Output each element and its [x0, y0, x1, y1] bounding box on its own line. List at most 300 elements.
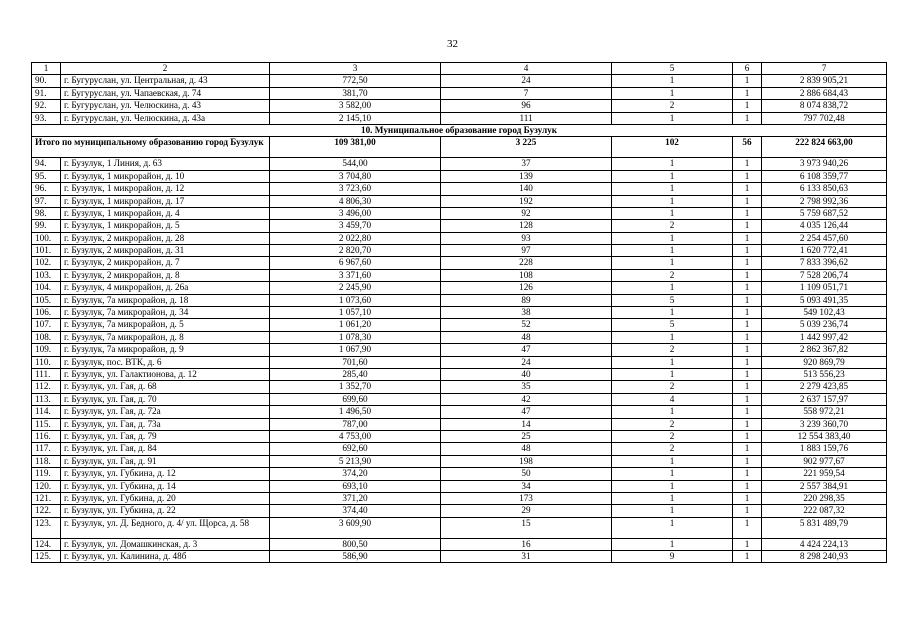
count-cell: 2 — [612, 269, 733, 281]
area-cell: 3 459,70 — [270, 220, 441, 232]
table-row — [32, 551, 887, 563]
count-cell: 1 — [612, 87, 733, 99]
row-number-cell: 99. — [32, 220, 61, 232]
count-cell: 1 — [612, 480, 733, 492]
cost-cell: 4 424 224,13 — [762, 538, 887, 550]
table-row — [32, 393, 887, 405]
row-number-cell: 95. — [32, 170, 61, 182]
register-table — [31, 62, 887, 563]
area-cell: 1 057,10 — [270, 307, 441, 319]
residents-cell: 128 — [441, 220, 612, 232]
residents-cell: 93 — [441, 232, 612, 244]
cost-cell: 222 087,32 — [762, 505, 887, 517]
table-row — [32, 468, 887, 480]
address-cell: г. Бузулук, ул. Гая, д. 73а — [61, 418, 270, 430]
table-row — [32, 232, 887, 244]
cost-cell: 2 557 384,91 — [762, 480, 887, 492]
residents-cell: 97 — [441, 245, 612, 257]
flag-cell: 1 — [733, 480, 762, 492]
row-number-cell: 122. — [32, 505, 61, 517]
row-number-cell: 121. — [32, 492, 61, 504]
residents-cell: 92 — [441, 207, 612, 219]
count-cell: 4 — [612, 393, 733, 405]
cost-cell: 2 279 423,85 — [762, 381, 887, 393]
area-cell: 1 073,60 — [270, 294, 441, 306]
cost-cell: 3 239 360,70 — [762, 418, 887, 430]
row-number-cell: 91. — [32, 87, 61, 99]
cost-cell: 7 833 396,62 — [762, 257, 887, 269]
address-cell: г. Бузулук, 7а микрорайон, д. 34 — [61, 307, 270, 319]
cost-cell: 5 831 489,79 — [762, 517, 887, 538]
flag-cell: 1 — [733, 492, 762, 504]
cost-cell: 8 298 240,93 — [762, 551, 887, 563]
table-row — [32, 282, 887, 294]
count-cell: 1 — [612, 183, 733, 195]
flag-cell: 1 — [733, 418, 762, 430]
residents-cell: 14 — [441, 418, 612, 430]
row-number-cell: 120. — [32, 480, 61, 492]
table-row — [32, 100, 887, 112]
row-number-cell: 116. — [32, 430, 61, 442]
count-cell: 1 — [612, 356, 733, 368]
cost-cell: 7 528 206,74 — [762, 269, 887, 281]
residents-cell: 25 — [441, 430, 612, 442]
residents-cell: 126 — [441, 282, 612, 294]
table-row — [32, 87, 887, 99]
cost-cell: 549 102,43 — [762, 307, 887, 319]
column-header: 2 — [61, 63, 270, 75]
total-area: 109 381,00 — [270, 137, 441, 158]
area-cell: 4 753,00 — [270, 430, 441, 442]
count-cell: 2 — [612, 430, 733, 442]
residents-cell: 192 — [441, 195, 612, 207]
area-cell: 800,50 — [270, 538, 441, 550]
table-row — [32, 517, 887, 538]
table-row — [32, 307, 887, 319]
count-cell: 1 — [612, 282, 733, 294]
address-cell: г. Бузулук, ул. Гая, д. 72а — [61, 406, 270, 418]
residents-cell: 228 — [441, 257, 612, 269]
count-cell: 2 — [612, 443, 733, 455]
row-number-cell: 115. — [32, 418, 61, 430]
table-row — [32, 245, 887, 257]
address-cell: г. Бузулук, 2 микрорайон, д. 7 — [61, 257, 270, 269]
row-number-cell: 117. — [32, 443, 61, 455]
row-number-cell: 114. — [32, 406, 61, 418]
flag-cell: 1 — [733, 220, 762, 232]
cost-cell: 2 862 367,82 — [762, 344, 887, 356]
cost-cell: 920 869,79 — [762, 356, 887, 368]
area-cell: 5 213,90 — [270, 455, 441, 467]
area-cell: 3 704,80 — [270, 170, 441, 182]
count-cell: 2 — [612, 100, 733, 112]
area-cell: 692,60 — [270, 443, 441, 455]
row-number-cell: 100. — [32, 232, 61, 244]
table-row — [32, 480, 887, 492]
cost-cell: 4 035 126,44 — [762, 220, 887, 232]
flag-cell: 1 — [733, 368, 762, 380]
area-cell: 4 806,30 — [270, 195, 441, 207]
column-header: 6 — [733, 63, 762, 75]
residents-cell: 16 — [441, 538, 612, 550]
cost-cell: 2 839 905,21 — [762, 75, 887, 87]
area-cell: 699,60 — [270, 393, 441, 405]
cost-cell: 2 798 992,36 — [762, 195, 887, 207]
cost-cell: 558 972,21 — [762, 406, 887, 418]
row-number-cell: 110. — [32, 356, 61, 368]
table-row — [32, 294, 887, 306]
flag-cell: 1 — [733, 538, 762, 550]
area-cell: 3 371,60 — [270, 269, 441, 281]
residents-cell: 34 — [441, 480, 612, 492]
residents-cell: 47 — [441, 406, 612, 418]
address-cell: г. Бузулук, 4 микрорайон, д. 26а — [61, 282, 270, 294]
table-row — [32, 170, 887, 182]
area-cell: 371,20 — [270, 492, 441, 504]
row-number-cell: 118. — [32, 455, 61, 467]
address-cell: г. Бузулук, 1 микрорайон, д. 17 — [61, 195, 270, 207]
cost-cell: 2 254 457,60 — [762, 232, 887, 244]
count-cell: 1 — [612, 257, 733, 269]
row-number-cell: 102. — [32, 257, 61, 269]
area-cell: 586,90 — [270, 551, 441, 563]
address-cell: г. Бузулук, 7а микрорайон, д. 18 — [61, 294, 270, 306]
flag-cell: 1 — [733, 158, 762, 170]
count-cell: 1 — [612, 75, 733, 87]
column-header: 5 — [612, 63, 733, 75]
table-row — [32, 220, 887, 232]
table-row — [32, 75, 887, 87]
area-cell: 1 067,90 — [270, 344, 441, 356]
total-c6: 56 — [733, 137, 762, 158]
page-number: 32 — [447, 38, 458, 50]
flag-cell: 1 — [733, 430, 762, 442]
count-cell: 1 — [612, 505, 733, 517]
column-number-row — [32, 63, 887, 75]
residents-cell: 50 — [441, 468, 612, 480]
flag-cell: 1 — [733, 245, 762, 257]
table-row — [32, 319, 887, 331]
row-number-cell: 92. — [32, 100, 61, 112]
residents-cell: 48 — [441, 443, 612, 455]
row-number-cell: 96. — [32, 183, 61, 195]
count-cell: 1 — [612, 245, 733, 257]
residents-cell: 37 — [441, 158, 612, 170]
residents-cell: 38 — [441, 307, 612, 319]
residents-cell: 139 — [441, 170, 612, 182]
table-row — [32, 368, 887, 380]
table-row — [32, 112, 887, 124]
area-cell: 2 145,10 — [270, 112, 441, 124]
flag-cell: 1 — [733, 87, 762, 99]
address-cell: г. Бузулук, ул. Галактионова, д. 12 — [61, 368, 270, 380]
area-cell: 285,40 — [270, 368, 441, 380]
residents-cell: 48 — [441, 331, 612, 343]
address-cell: г. Бузулук, 1 микрорайон, д. 10 — [61, 170, 270, 182]
residents-cell: 140 — [441, 183, 612, 195]
address-cell: г. Бугуруслан, ул. Центральная, д. 43 — [61, 75, 270, 87]
cost-cell: 5 759 687,52 — [762, 207, 887, 219]
flag-cell: 1 — [733, 455, 762, 467]
address-cell: г. Бузулук, 7а микрорайон, д. 9 — [61, 344, 270, 356]
cost-cell: 5 039 236,74 — [762, 319, 887, 331]
table-row — [32, 356, 887, 368]
address-cell: г. Бузулук, ул. Губкина, д. 20 — [61, 492, 270, 504]
row-number-cell: 106. — [32, 307, 61, 319]
area-cell: 381,70 — [270, 87, 441, 99]
row-number-cell: 112. — [32, 381, 61, 393]
table-row — [32, 538, 887, 550]
row-number-cell: 103. — [32, 269, 61, 281]
flag-cell: 1 — [733, 257, 762, 269]
residents-cell: 89 — [441, 294, 612, 306]
flag-cell: 1 — [733, 551, 762, 563]
address-cell: г. Бузулук, 1 микрорайон, д. 12 — [61, 183, 270, 195]
cost-cell: 1 109 051,71 — [762, 282, 887, 294]
table-row — [32, 455, 887, 467]
residents-cell: 15 — [441, 517, 612, 538]
address-cell: г. Бузулук, 7а микрорайон, д. 8 — [61, 331, 270, 343]
address-cell: г. Бузулук, ул. Гая, д. 79 — [61, 430, 270, 442]
flag-cell: 1 — [733, 170, 762, 182]
flag-cell: 1 — [733, 195, 762, 207]
flag-cell: 1 — [733, 75, 762, 87]
cost-cell: 12 554 383,40 — [762, 430, 887, 442]
row-number-cell: 113. — [32, 393, 61, 405]
area-cell: 3 582,00 — [270, 100, 441, 112]
row-number-cell: 124. — [32, 538, 61, 550]
flag-cell: 1 — [733, 100, 762, 112]
address-cell: г. Бузулук, ул. Гая, д. 91 — [61, 455, 270, 467]
row-number-cell: 90. — [32, 75, 61, 87]
area-cell: 2 245,90 — [270, 282, 441, 294]
address-cell: г. Бузулук, 1 микрорайон, д. 5 — [61, 220, 270, 232]
address-cell: г. Бузулук, 2 микрорайон, д. 8 — [61, 269, 270, 281]
residents-cell: 173 — [441, 492, 612, 504]
residents-cell: 24 — [441, 75, 612, 87]
flag-cell: 1 — [733, 331, 762, 343]
residents-cell: 35 — [441, 381, 612, 393]
area-cell: 693,10 — [270, 480, 441, 492]
cost-cell: 1 883 159,76 — [762, 443, 887, 455]
residents-cell: 24 — [441, 356, 612, 368]
flag-cell: 1 — [733, 505, 762, 517]
area-cell: 1 061,20 — [270, 319, 441, 331]
table-row — [32, 158, 887, 170]
area-cell: 374,40 — [270, 505, 441, 517]
address-cell: г. Бузулук, ул. Гая, д. 68 — [61, 381, 270, 393]
table-row — [32, 195, 887, 207]
table-row — [32, 492, 887, 504]
total-c5: 102 — [612, 137, 733, 158]
flag-cell: 1 — [733, 282, 762, 294]
flag-cell: 1 — [733, 443, 762, 455]
area-cell: 374,20 — [270, 468, 441, 480]
cost-cell: 902 977,67 — [762, 455, 887, 467]
cost-cell: 513 556,23 — [762, 368, 887, 380]
table-row — [32, 430, 887, 442]
count-cell: 1 — [612, 207, 733, 219]
flag-cell: 1 — [733, 517, 762, 538]
address-cell: г. Бузулук, ул. Губкина, д. 14 — [61, 480, 270, 492]
section-title-row — [32, 124, 887, 136]
table-row — [32, 344, 887, 356]
residents-cell: 40 — [441, 368, 612, 380]
residents-cell: 108 — [441, 269, 612, 281]
address-cell: г. Бузулук, ул. Домашкинская, д. 3 — [61, 538, 270, 550]
row-number-cell: 98. — [32, 207, 61, 219]
table-row — [32, 257, 887, 269]
total-row — [32, 137, 887, 158]
row-number-cell: 109. — [32, 344, 61, 356]
cost-cell: 6 133 850,63 — [762, 183, 887, 195]
column-header: 1 — [32, 63, 61, 75]
row-number-cell: 105. — [32, 294, 61, 306]
total-people: 3 225 — [441, 137, 612, 158]
area-cell: 6 967,60 — [270, 257, 441, 269]
table-row — [32, 183, 887, 195]
count-cell: 1 — [612, 112, 733, 124]
address-cell: г. Бузулук, ул. Гая, д. 70 — [61, 393, 270, 405]
cost-cell: 221 959,54 — [762, 468, 887, 480]
row-number-cell: 108. — [32, 331, 61, 343]
count-cell: 1 — [612, 368, 733, 380]
address-cell: г. Бузулук, ул. Гая, д. 84 — [61, 443, 270, 455]
address-cell: г. Бузулук, 2 микрорайон, д. 31 — [61, 245, 270, 257]
count-cell: 1 — [612, 331, 733, 343]
count-cell: 1 — [612, 468, 733, 480]
count-cell: 1 — [612, 170, 733, 182]
area-cell: 2 022,80 — [270, 232, 441, 244]
area-cell: 701,60 — [270, 356, 441, 368]
address-cell: г. Бузулук, ул. Губкина, д. 12 — [61, 468, 270, 480]
table-row — [32, 207, 887, 219]
flag-cell: 1 — [733, 294, 762, 306]
total-label: Итого по муниципальному образованию город Бузулук — [32, 137, 270, 158]
address-cell: г. Бузулук, 7а микрорайон, д. 5 — [61, 319, 270, 331]
table-row — [32, 269, 887, 281]
cost-cell: 220 298,35 — [762, 492, 887, 504]
area-cell: 772,50 — [270, 75, 441, 87]
area-cell: 787,00 — [270, 418, 441, 430]
flag-cell: 1 — [733, 406, 762, 418]
cost-cell: 1 442 997,42 — [762, 331, 887, 343]
cost-cell: 8 074 838,72 — [762, 100, 887, 112]
cost-cell: 6 108 359,77 — [762, 170, 887, 182]
flag-cell: 1 — [733, 356, 762, 368]
count-cell: 1 — [612, 232, 733, 244]
address-cell: г. Бузулук, ул. Калинина, д. 48б — [61, 551, 270, 563]
address-cell: г. Бузулук, пос. ВТК, д. 6 — [61, 356, 270, 368]
cost-cell: 3 973 940,26 — [762, 158, 887, 170]
count-cell: 2 — [612, 220, 733, 232]
address-cell: г. Бузулук, 2 микрорайон, д. 28 — [61, 232, 270, 244]
table-row — [32, 418, 887, 430]
count-cell: 1 — [612, 307, 733, 319]
cost-cell: 2 886 684,43 — [762, 87, 887, 99]
residents-cell: 29 — [441, 505, 612, 517]
count-cell: 1 — [612, 492, 733, 504]
residents-cell: 47 — [441, 344, 612, 356]
address-cell: г. Бузулук, 1 микрорайон, д. 4 — [61, 207, 270, 219]
flag-cell: 1 — [733, 112, 762, 124]
residents-cell: 42 — [441, 393, 612, 405]
table-row — [32, 406, 887, 418]
row-number-cell: 93. — [32, 112, 61, 124]
area-cell: 3 609,90 — [270, 517, 441, 538]
flag-cell: 1 — [733, 207, 762, 219]
row-number-cell: 97. — [32, 195, 61, 207]
table-row — [32, 331, 887, 343]
area-cell: 3 496,00 — [270, 207, 441, 219]
residents-cell: 111 — [441, 112, 612, 124]
address-cell: г. Бузулук, ул. Д. Бедного, д. 4/ ул. Щорса, д. 58 — [61, 517, 270, 538]
count-cell: 1 — [612, 538, 733, 550]
row-number-cell: 94. — [32, 158, 61, 170]
area-cell: 1 496,50 — [270, 406, 441, 418]
count-cell: 2 — [612, 381, 733, 393]
address-cell: г. Бузулук, 1 Линия, д. 63 — [61, 158, 270, 170]
table-row — [32, 443, 887, 455]
flag-cell: 1 — [733, 269, 762, 281]
count-cell: 5 — [612, 294, 733, 306]
address-cell: г. Бугуруслан, ул. Чапаевская, д. 74 — [61, 87, 270, 99]
residents-cell: 52 — [441, 319, 612, 331]
row-number-cell: 111. — [32, 368, 61, 380]
count-cell: 1 — [612, 455, 733, 467]
row-number-cell: 119. — [32, 468, 61, 480]
count-cell: 5 — [612, 319, 733, 331]
count-cell: 2 — [612, 418, 733, 430]
cost-cell: 5 093 491,35 — [762, 294, 887, 306]
residents-cell: 7 — [441, 87, 612, 99]
row-number-cell: 101. — [32, 245, 61, 257]
flag-cell: 1 — [733, 381, 762, 393]
row-number-cell: 123. — [32, 517, 61, 538]
table-row — [32, 381, 887, 393]
section-title: 10. Муниципальное образование город Бузулук — [32, 124, 887, 136]
count-cell: 1 — [612, 517, 733, 538]
residents-cell: 31 — [441, 551, 612, 563]
count-cell: 2 — [612, 344, 733, 356]
cost-cell: 797 702,48 — [762, 112, 887, 124]
address-cell: г. Бугуруслан, ул. Челюскина, д. 43 — [61, 100, 270, 112]
total-cost: 222 824 663,00 — [762, 137, 887, 158]
row-number-cell: 125. — [32, 551, 61, 563]
count-cell: 9 — [612, 551, 733, 563]
flag-cell: 1 — [733, 344, 762, 356]
cost-cell: 1 620 772,41 — [762, 245, 887, 257]
cost-cell: 2 637 157,97 — [762, 393, 887, 405]
flag-cell: 1 — [733, 183, 762, 195]
flag-cell: 1 — [733, 319, 762, 331]
address-cell: г. Бузулук, ул. Губкина, д. 22 — [61, 505, 270, 517]
address-cell: г. Бугуруслан, ул. Челюскина, д. 43а — [61, 112, 270, 124]
area-cell: 1 078,30 — [270, 331, 441, 343]
residents-cell: 96 — [441, 100, 612, 112]
count-cell: 1 — [612, 158, 733, 170]
area-cell: 544,00 — [270, 158, 441, 170]
flag-cell: 1 — [733, 393, 762, 405]
count-cell: 1 — [612, 195, 733, 207]
count-cell: 1 — [612, 406, 733, 418]
column-header: 7 — [762, 63, 887, 75]
column-header: 4 — [441, 63, 612, 75]
flag-cell: 1 — [733, 468, 762, 480]
area-cell: 3 723,60 — [270, 183, 441, 195]
residents-cell: 198 — [441, 455, 612, 467]
area-cell: 2 820,70 — [270, 245, 441, 257]
